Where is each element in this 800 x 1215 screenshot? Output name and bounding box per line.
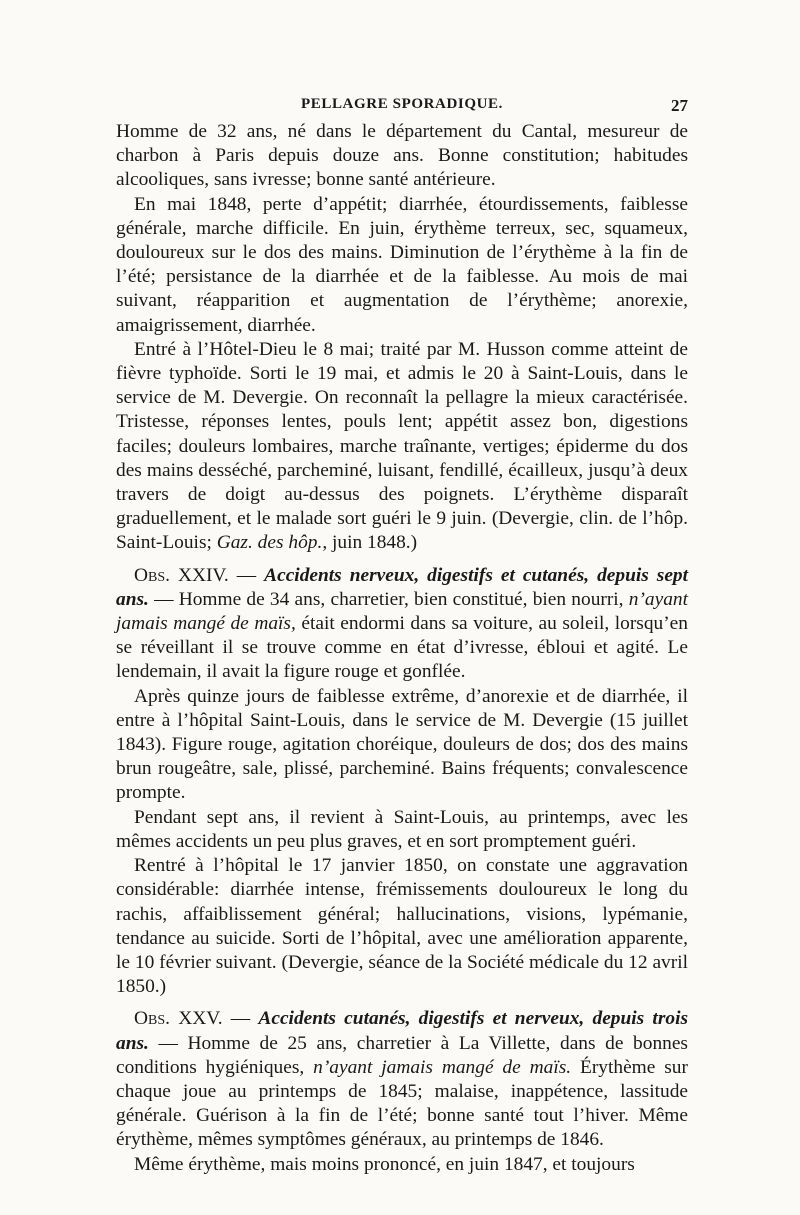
- emphasis-text: n’ayant jamais mangé de maïs,: [116, 588, 689, 635]
- paragraph-text: était endormi dans sa voiture, au soleil, lorsqu’en se réveillant il se trouve comme en état d’ivresse, ébloui et agité. Le lendemain, il avait la figure rouge et gonflée.: [116, 613, 688, 683]
- citation-date: , juin 1848.): [322, 532, 418, 554]
- paragraph-text: — Homme de 25 ans, charretier à La Villette, dans de bonnes conditions hygiéniques,: [116, 1032, 688, 1078]
- page-number: 27: [671, 96, 688, 115]
- book-page: [116, 96, 688, 1177]
- emphasis-text: n’ayant jamais mangé de maïs.: [313, 1056, 572, 1078]
- paragraph-text: Entré à l’Hôtel-Dieu le 8 mai; traité par M. Husson comme atteint de fièvre typhoïde. Sorti le 19 mai, et admis le 20 à Saint-Louis, dans le service de M. Devergie. On reconnaît la pellagre la mieux caractérisée. Tristesse, réponses lentes, pouls lent; appétit assez bon, digestions faciles; douleurs lombaires, marche traînante, vertiges; épiderme du dos des mains desséché, parcheminé, luisant, fendillé, écailleux, jusqu’à deux travers de doigt au-dessus des poignets. L’érythème disparaît graduellement, et le malade sort guéri le 9 juin. (Devergie, clin. de l’hôp. Saint-Louis;: [116, 338, 688, 554]
- observation-label: Obs. XXIV. —: [134, 564, 257, 586]
- citation-source: Gaz. des hôp.: [216, 532, 323, 554]
- paragraph: En mai 1848, perte d’appétit; diarrhée, étourdissements, faiblesse générale, marche difficile. En juin, érythème terreux, sec, squameux, douloureux sur le dos des mains. Diminution de l’érythème à la fin de l’été; persistance de la diarrhée et de la faiblesse. Au mois de mai suivant, réapparition et augmentation de l’érythème; anorexie, amaigrissement, diarrhée.: [116, 193, 688, 336]
- running-head: [116, 96, 688, 120]
- paragraph: Après quinze jours de faiblesse extrême, d’anorexie et de diarrhée, il entre à l’hôpital Saint-Louis, dans le service de M. Devergie (15 juillet 1843). Figure rouge, agitation choréique, douleurs de dos; dos des mains brun rougeâtre, sale, plissé, parcheminé. Bains fréquents; convalescence prompte.: [116, 685, 688, 804]
- observation-title: Accidents cutanés, digestifs et nerveux, depuis trois ans.: [116, 1008, 688, 1054]
- paragraph-text: Érythème sur chaque joue au printemps de 1845; malaise, inappétence, lassitude générale. Guérison à la fin de l’été; bonne santé tout l’hiver. Même érythème, mêmes symptômes généraux, au printemps de 1846.: [116, 1056, 688, 1151]
- paragraph: Homme de 32 ans, né dans le département du Cantal, mesureur de charbon à Paris depuis douze ans. Bonne constitution; habitudes alcooliques, sans ivresse; bonne santé antérieure.: [116, 121, 688, 191]
- paragraph: Rentré à l’hôpital le 17 janvier 1850, on constate une aggravation considérable: diarrhée intense, frémissements douloureux le long du rachis, affaiblissement général; hallucinations, visions, lypémanie, tendance au suicide. Sorti de l’hôpital, avec une amélioration apparente, le 10 février suivant. (Devergie, séance de la Société médicale du 12 avril 1850.): [116, 855, 688, 998]
- paragraph: [116, 338, 688, 556]
- observation-label: Obs. XXV. —: [134, 1008, 251, 1030]
- paragraph-text: — Homme de 34 ans, charretier, bien constitué, bien nourri,: [154, 588, 624, 610]
- observation-heading-25: [116, 1007, 688, 1152]
- observation-heading-24: [116, 564, 688, 685]
- paragraph: Même érythème, mais moins prononcé, en juin 1847, et toujours: [134, 1153, 635, 1175]
- observation-title: Accidents nerveux, digestifs et cutanés, depuis sept ans.: [116, 564, 689, 610]
- paragraph: Pendant sept ans, il revient à Saint-Louis, au printemps, avec les mêmes accidents un peu plus graves, et en sort promptement guéri.: [116, 806, 688, 852]
- running-title: PELLAGRE SPORADIQUE.: [300, 96, 504, 112]
- body-text: [116, 120, 688, 1177]
